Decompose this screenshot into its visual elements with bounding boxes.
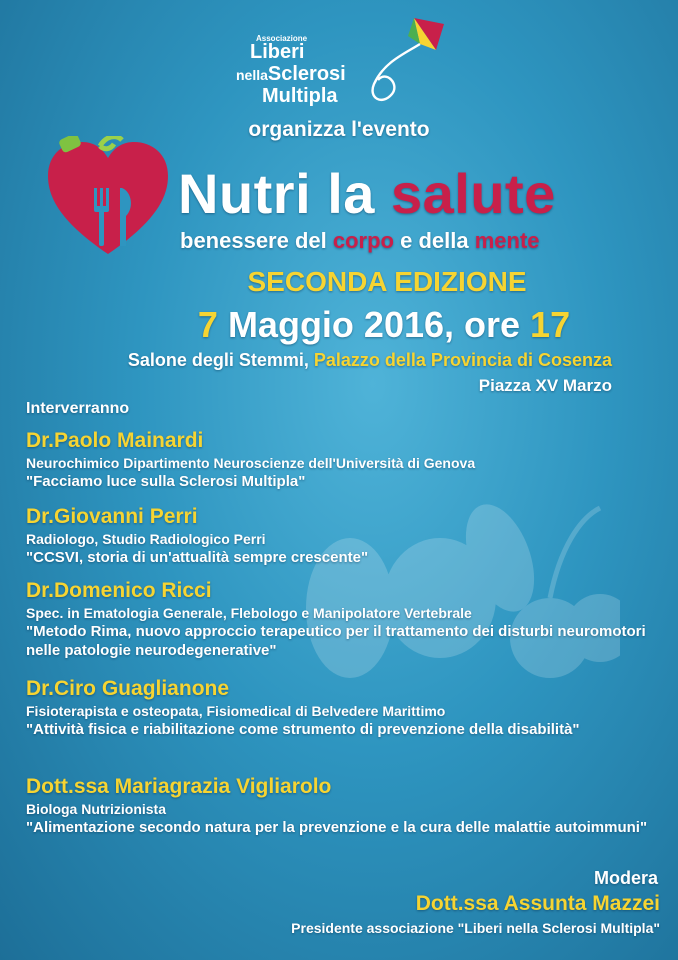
- speaker-role: Radiologo, Studio Radiologico Perri: [26, 531, 266, 547]
- edition-label: SECONDA EDIZIONE: [247, 266, 527, 297]
- speaker-name: Dr.Giovanni Perri: [26, 505, 198, 528]
- association-logo: [236, 14, 450, 110]
- speaker-role: Fisioterapista e osteopata, Fisiomedical di Belvedere Marittimo: [26, 703, 446, 719]
- logo-line-2-small: nella: [236, 67, 268, 83]
- moderator-name: Dott.ssa Assunta Mazzei: [415, 892, 660, 915]
- speaker-talk: "Metodo Rima, nuovo approccio terapeutico per il trattamento dei disturbi neuromotori nelle patologie neurodegenerative": [26, 623, 646, 659]
- logo-line-3: Multipla: [262, 85, 338, 107]
- speaker-2: [26, 504, 666, 567]
- subtitle-c: e della: [394, 228, 475, 253]
- kite-icon: [364, 14, 448, 110]
- date-day: 7: [197, 304, 218, 345]
- subtitle-d: mente: [474, 228, 540, 253]
- event-subtitle: [180, 228, 540, 254]
- speaker-name: Dott.ssa Mariagrazia Vigliarolo: [26, 775, 332, 798]
- speaker-3: [26, 578, 666, 660]
- event-title: [178, 164, 556, 224]
- moderator-heading: Modera: [593, 868, 658, 888]
- speaker-talk: "CCSVI, storia di un'attualità sempre crescente": [26, 549, 369, 566]
- logo-line-2-main: Sclerosi: [267, 63, 346, 85]
- subtitle-a: benessere del: [180, 228, 333, 253]
- event-venue: [128, 350, 612, 371]
- logo-line-2: [236, 64, 346, 85]
- venue-building: Palazzo della Provincia di Cosenza: [313, 350, 612, 370]
- speaker-role: Neurochimico Dipartimento Neuroscienze dell'Università di Genova: [26, 455, 476, 471]
- speaker-name: Dr.Paolo Mainardi: [26, 429, 204, 452]
- logo-assoc-label: Associazione: [256, 34, 308, 43]
- speaker-talk: "Facciamo luce sulla Sclerosi Multipla": [26, 473, 306, 490]
- title-part-1: Nutri la: [178, 162, 391, 225]
- title-part-2: salute: [390, 162, 556, 225]
- logo-line-1: Liberi: [250, 41, 305, 63]
- speakers-heading: Interverranno: [26, 400, 130, 417]
- date-hour: 17: [530, 304, 571, 345]
- moderator-role: Presidente associazione "Liberi nella Sclerosi Multipla": [291, 920, 660, 936]
- event-date: [0, 304, 678, 346]
- speaker-name: Dr.Domenico Ricci: [26, 579, 212, 602]
- speaker-1: [26, 428, 666, 491]
- speaker-role: Biologa Nutrizionista: [26, 801, 166, 817]
- speaker-4: [26, 676, 666, 739]
- date-middle: Maggio 2016, ore: [217, 304, 531, 345]
- speaker-name: Dr.Ciro Guaglianone: [26, 677, 230, 700]
- speaker-role: Spec. in Ematologia Generale, Flebologo e Manipolatore Vertebrale: [26, 605, 472, 621]
- speaker-talk: "Alimentazione secondo natura per la prevenzione e la cura delle malattie autoimmuni": [26, 819, 648, 836]
- speaker-5: [26, 774, 666, 837]
- heart-cutlery-icon: [44, 136, 172, 260]
- venue-room: Salone degli Stemmi,: [127, 350, 314, 370]
- subtitle-b: corpo: [332, 228, 394, 253]
- speaker-talk: "Attività fisica e riabilitazione come strumento di prevenzione della disabilità": [26, 721, 580, 738]
- organizza-label: organizza l'evento: [248, 118, 430, 141]
- venue-square: Piazza XV Marzo: [478, 376, 612, 395]
